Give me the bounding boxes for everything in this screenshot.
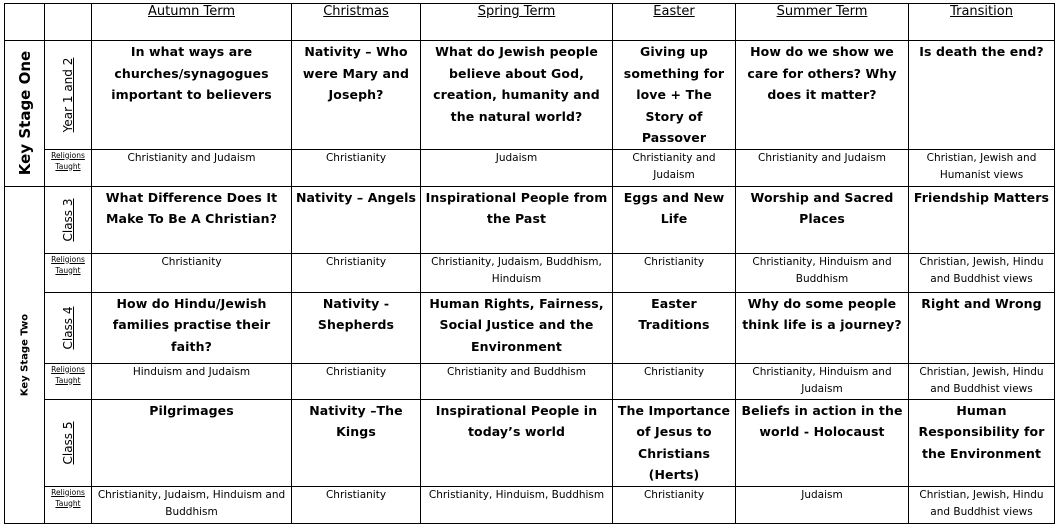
religions-cell: Christianity and Buddhism bbox=[421, 363, 613, 399]
topics-row-year-1-2 bbox=[5, 41, 1055, 150]
religions-cell: Christianity bbox=[292, 363, 421, 399]
topic-cell: Is death the end? bbox=[909, 41, 1055, 150]
religions-cell: Christianity, Hinduism and Buddhism bbox=[736, 253, 909, 292]
header-easter: Easter bbox=[613, 4, 736, 41]
corner-cell-right bbox=[45, 4, 92, 41]
religions-cell: Christianity bbox=[613, 486, 736, 523]
religions-cell: Christian, Jewish, Hindu and Buddhist views bbox=[909, 363, 1055, 399]
religions-cell: Christian, Jewish, Hindu and Buddhist views bbox=[909, 253, 1055, 292]
year-label: Year 1 and 2 bbox=[45, 41, 92, 150]
topic-cell: Pilgrimages bbox=[92, 399, 292, 486]
religions-cell: Christianity and Judaism bbox=[613, 149, 736, 186]
key-stage-two-label: Key Stage Two bbox=[5, 186, 45, 523]
topics-row-class-5 bbox=[5, 399, 1055, 486]
religions-cell: Christian, Jewish and Humanist views bbox=[909, 149, 1055, 186]
topic-cell: Worship and Sacred Places bbox=[736, 186, 909, 253]
religions-cell: Christianity, Hinduism, Buddhism bbox=[421, 486, 613, 523]
religions-cell: Christianity bbox=[292, 486, 421, 523]
topic-cell: How do Hindu/Jewish families practise their faith? bbox=[92, 292, 292, 363]
corner-cell-left bbox=[5, 4, 45, 41]
class-label: Class 4 bbox=[45, 292, 92, 363]
topic-cell: Inspirational People in today’s world bbox=[421, 399, 613, 486]
religions-row-class-3 bbox=[5, 253, 1055, 292]
header-transition: Transition bbox=[909, 4, 1055, 41]
religions-row-class-5 bbox=[5, 486, 1055, 523]
religions-cell: Christian, Jewish, Hindu and Buddhist views bbox=[909, 486, 1055, 523]
topic-cell: Human Responsibility for the Environment bbox=[909, 399, 1055, 486]
topic-cell: Giving up something for love + The Story of Passover bbox=[613, 41, 736, 150]
religions-cell: Christianity, Hinduism and Judaism bbox=[736, 363, 909, 399]
key-stage-one-label: Key Stage One bbox=[5, 41, 45, 187]
religions-cell: Christianity, Judaism, Buddhism, Hinduism bbox=[421, 253, 613, 292]
class-label: Class 3 bbox=[45, 186, 92, 253]
topic-cell: Human Rights, Fairness, Social Justice and the Environment bbox=[421, 292, 613, 363]
topic-cell: Nativity – Who were Mary and Joseph? bbox=[292, 41, 421, 150]
religions-cell: Judaism bbox=[421, 149, 613, 186]
religions-cell: Christianity bbox=[613, 253, 736, 292]
religions-cell: Christianity bbox=[613, 363, 736, 399]
topic-cell: What do Jewish people believe about God, creation, humanity and the natural world? bbox=[421, 41, 613, 150]
topic-cell: The Importance of Jesus to Christians (Herts) bbox=[613, 399, 736, 486]
topic-cell: Nativity –The Kings bbox=[292, 399, 421, 486]
topic-cell: Inspirational People from the Past bbox=[421, 186, 613, 253]
topic-cell: What Difference Does It Make To Be A Christian? bbox=[92, 186, 292, 253]
religions-cell: Judaism bbox=[736, 486, 909, 523]
topic-cell: Right and Wrong bbox=[909, 292, 1055, 363]
curriculum-table bbox=[4, 3, 1055, 524]
religions-cell: Christianity, Judaism, Hinduism and Buddhism bbox=[92, 486, 292, 523]
topic-cell: Nativity – Angels bbox=[292, 186, 421, 253]
topics-row-class-3 bbox=[5, 186, 1055, 253]
topic-cell: Easter Traditions bbox=[613, 292, 736, 363]
religions-taught-label: Religions Taught bbox=[45, 253, 92, 292]
topic-cell: Why do some people think life is a journey? bbox=[736, 292, 909, 363]
topics-row-class-4 bbox=[5, 292, 1055, 363]
header-summer-term: Summer Term bbox=[736, 4, 909, 41]
topic-cell: Beliefs in action in the world - Holocaust bbox=[736, 399, 909, 486]
religions-cell: Christianity and Judaism bbox=[736, 149, 909, 186]
header-autumn-term: Autumn Term bbox=[92, 4, 292, 41]
religions-row-year-1-2 bbox=[5, 149, 1055, 186]
religions-cell: Christianity bbox=[92, 253, 292, 292]
header-spring-term: Spring Term bbox=[421, 4, 613, 41]
topic-cell: In what ways are churches/synagogues important to believers bbox=[92, 41, 292, 150]
religions-taught-label: Religions Taught bbox=[45, 149, 92, 186]
header-row bbox=[5, 4, 1055, 41]
religions-row-class-4 bbox=[5, 363, 1055, 399]
religions-cell: Christianity and Judaism bbox=[92, 149, 292, 186]
topic-cell: How do we show we care for others? Why does it matter? bbox=[736, 41, 909, 150]
religions-cell: Hinduism and Judaism bbox=[92, 363, 292, 399]
topic-cell: Eggs and New Life bbox=[613, 186, 736, 253]
religions-cell: Christianity bbox=[292, 149, 421, 186]
religions-taught-label: Religions Taught bbox=[45, 363, 92, 399]
topic-cell: Nativity - Shepherds bbox=[292, 292, 421, 363]
religions-taught-label: Religions Taught bbox=[45, 486, 92, 523]
topic-cell: Friendship Matters bbox=[909, 186, 1055, 253]
header-christmas: Christmas bbox=[292, 4, 421, 41]
religions-cell: Christianity bbox=[292, 253, 421, 292]
class-label: Class 5 bbox=[45, 399, 92, 486]
